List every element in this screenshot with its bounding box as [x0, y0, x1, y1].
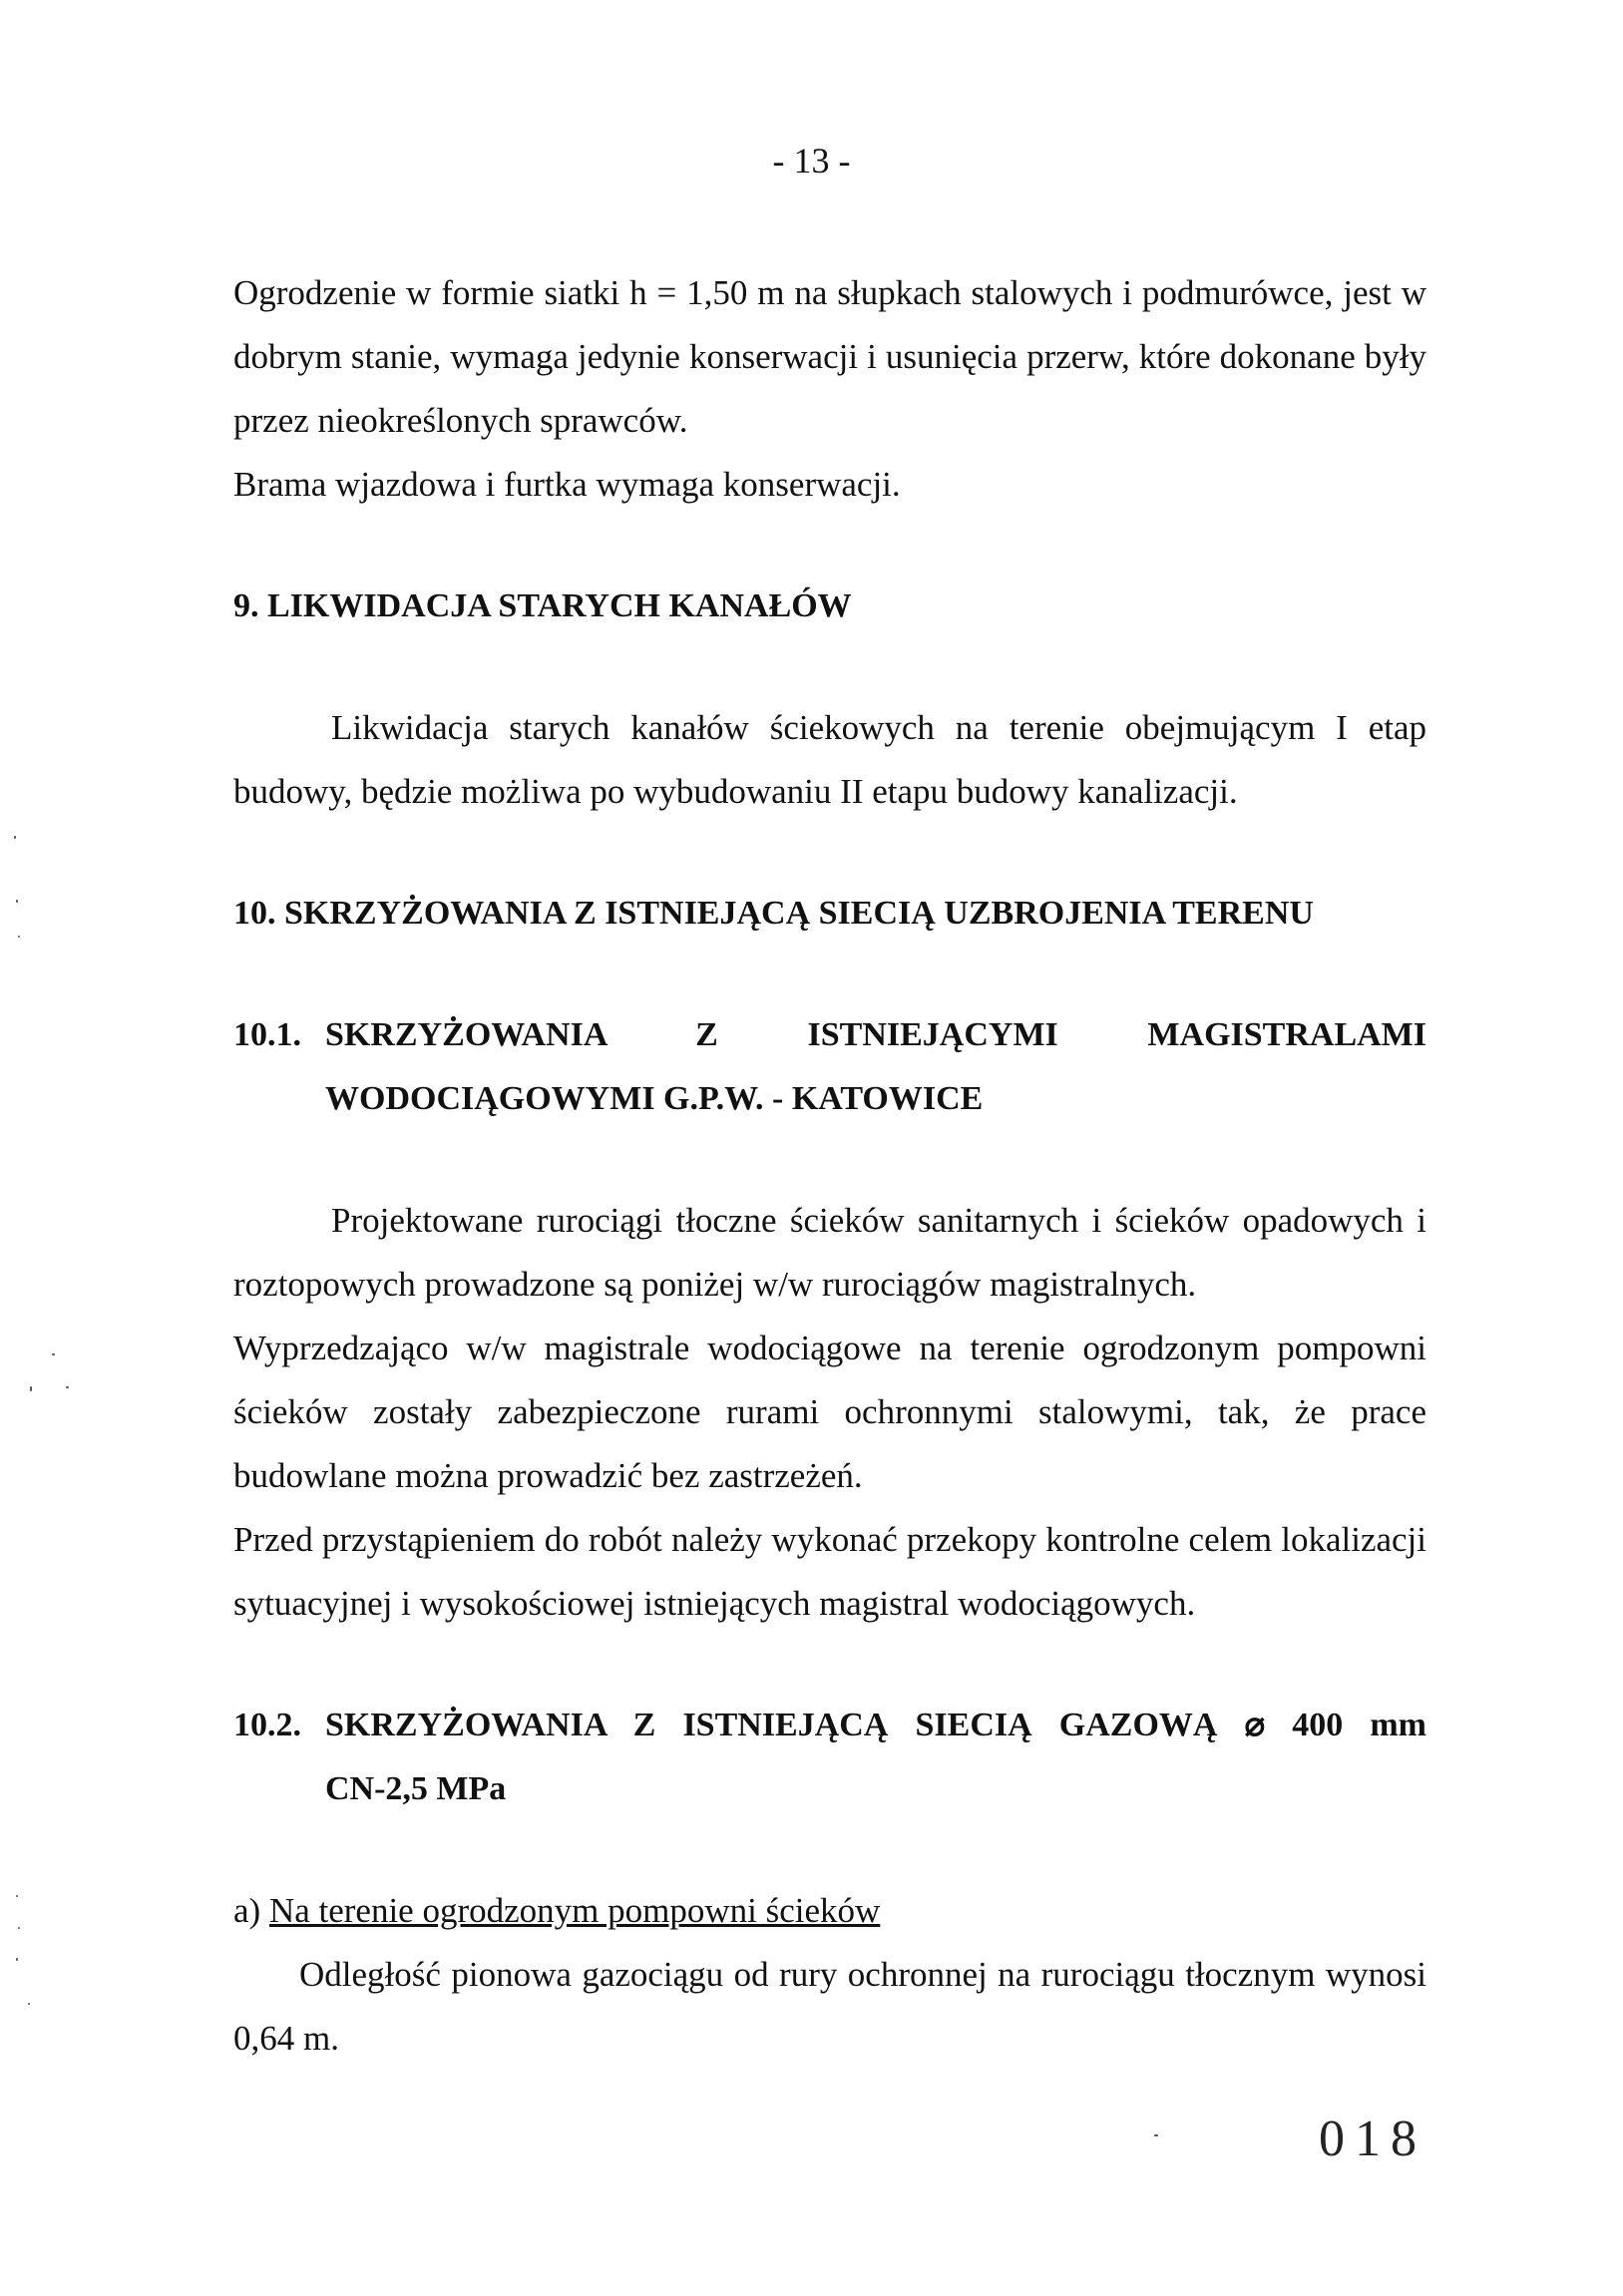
page-number: - 13 - [772, 141, 851, 181]
section-10-2-heading [233, 1694, 1426, 1821]
fence-paragraph: Ogrodzenie w formie siatki h = 1,50 m na słupkach stalowych i podmurówce, jest w dobrym stanie, wymaga jedynie konserwacji i usunięcia przerw, które dokonane były przez nieokreślonych sprawców. [233, 273, 1426, 440]
scan-speck [28, 2003, 30, 2005]
scan-speck [14, 836, 16, 839]
scan-speck [1154, 2134, 1158, 2136]
section-10-heading: 10. SKRZYŻOWANIA Z ISTNIEJĄCĄ SIECIĄ UZBROJENIA TERENU [233, 895, 1314, 932]
stamp-number: 018 [1319, 2110, 1426, 2167]
document-body [233, 261, 1426, 2071]
item-a-title: Na terenie ogrodzonym pompowni ścieków [268, 1891, 881, 1930]
scan-speck [30, 1386, 32, 1391]
section-10-1-text-3: Przed przystąpieniem do robót należy wykonać przekopy kontrolne celem lokalizacji sytuacyjnej i wysokościowej istniejących magistral wodociągowych. [233, 1520, 1426, 1623]
section-10-2-number: 10.2. [233, 1707, 301, 1743]
section-10-1-text-1: Projektowane rurociągi tłoczne ścieków sanitarnych i ścieków opadowych i roztopowych prowadzone są poniżej w/w rurociągów magistralnych. [233, 1201, 1426, 1304]
section-10-1-title-line2: WODOCIĄGOWYMI G.P.W. - KATOWICE [325, 1080, 984, 1117]
section-10-1-number: 10.1. [233, 1016, 301, 1053]
section-10-2-title-line2: CN-2,5 MPa [325, 1770, 507, 1807]
section-10-1-heading [233, 1003, 1426, 1131]
scan-speck [18, 936, 20, 938]
item-a-text: Odległość pionowa gazociągu od rury ochronnej na rurociągu tłocznym wynosi 0,64 m. [233, 1955, 1426, 2058]
item-a-heading [233, 1879, 1426, 1943]
scan-speck [52, 1353, 55, 1355]
scan-speck [18, 1927, 20, 1929]
section-9-heading: 9. LIKWIDACJA STARYCH KANAŁÓW [233, 587, 852, 624]
scan-speck [66, 1386, 69, 1388]
section-10-1-title-line1: SKRZYŻOWANIA Z ISTNIEJĄCYMI MAGISTRALAMI [325, 1016, 1426, 1053]
section-10-2-title-line1: SKRZYŻOWANIA Z ISTNIEJĄCĄ SIECIĄ GAZOWĄ ⌀ 400 mm [325, 1707, 1426, 1743]
scan-speck [16, 900, 18, 903]
scan-speck [16, 1895, 18, 1897]
section-9-text: Likwidacja starych kanałów ściekowych na terenie obejmującym I etap budowy, będzie możliwa po wybudowaniu II etapu budowy kanalizacji. [233, 708, 1426, 811]
gate-paragraph: Brama wjazdowa i furtka wymaga konserwacji. [233, 465, 901, 504]
section-10-1-text-2: Wyprzedzająco w/w magistrale wodociągowe na terenie ogrodzonym pompowni ścieków zostały zabezpieczone rurami ochronnymi stalowymi, tak, że prace budowlane można prowadzić bez zastrzeżeń. [233, 1329, 1426, 1495]
item-a-label: a) [233, 1891, 261, 1930]
scan-speck [16, 1958, 18, 1961]
